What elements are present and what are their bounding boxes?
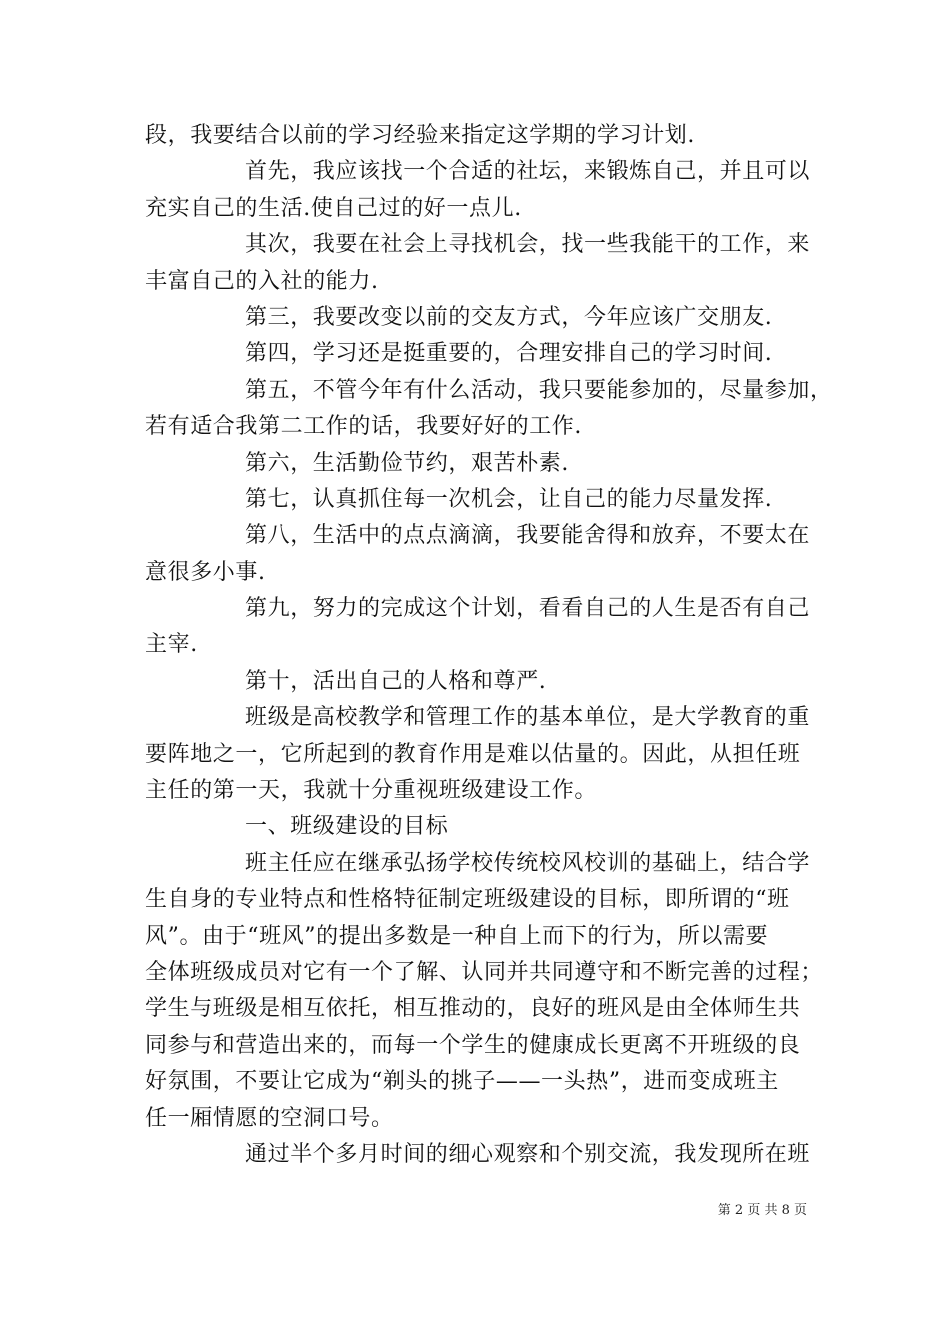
text-line: 风”。由于“班风”的提出多数是一种自上而下的行为，所以需要 bbox=[145, 923, 769, 949]
text-line: 第十，活出自己的人格和尊严. bbox=[245, 668, 547, 694]
page-number: 第 2 页 共 8 页 bbox=[717, 1203, 807, 1218]
document-body bbox=[145, 118, 833, 1173]
text-line: 第八，生活中的点点滴滴，我要能舍得和放弃，不要太在 bbox=[245, 523, 811, 549]
text-line: 生自身的专业特点和性格特征制定班级建设的目标，即所谓的“班 bbox=[145, 887, 790, 913]
text-line: 通过半个多月时间的细心观察和个别交流，我发现所在班 bbox=[245, 1141, 811, 1167]
text-line: 任一厢情愿的空洞口号。 bbox=[145, 1105, 394, 1131]
text-line: 好氛围，不要让它成为“剃头的挑子——一头热”，进而变成班主 bbox=[145, 1069, 779, 1095]
text-line: 第四，学习还是挺重要的，合理安排自己的学习时间. bbox=[245, 341, 773, 367]
text-line: 班主任应在继承弘扬学校传统校风校训的基础上，结合学 bbox=[245, 850, 811, 876]
text-line: 充实自己的生活.使自己过的好一点儿. bbox=[145, 195, 522, 221]
text-line: 主宰. bbox=[145, 632, 198, 658]
text-line: 全体班级成员对它有一个了解、认同并共同遵守和不断完善的过程； bbox=[145, 959, 824, 985]
text-line: 学生与班级是相互依托，相互推动的，良好的班风是由全体师生共 bbox=[145, 996, 801, 1022]
text-line: 要阵地之一，它所起到的教育作用是难以估量的。因此，从担任班 bbox=[145, 741, 801, 767]
text-line: 其次，我要在社会上寻找机会，找一些我能干的工作，来 bbox=[245, 232, 811, 258]
text-line: 段，我要结合以前的学习经验来指定这学期的学习计划. bbox=[145, 123, 695, 148]
text-line: 首先，我应该找一个合适的社坛，来锻炼自己，并且可以 bbox=[245, 159, 811, 185]
text-line: 丰富自己的入社的能力. bbox=[145, 268, 379, 294]
text-line: 同参与和营造出来的，而每一个学生的健康成长更离不开班级的良 bbox=[145, 1032, 801, 1058]
text-line: 意很多小事. bbox=[145, 559, 266, 585]
text-line: 第三，我要改变以前的交友方式，今年应该广交朋友. bbox=[245, 304, 773, 330]
text-line: 第七，认真抓住每一次机会，让自己的能力尽量发挥. bbox=[245, 486, 773, 512]
text-line: 班级是高校教学和管理工作的基本单位，是大学教育的重 bbox=[245, 705, 811, 731]
text-line: 第六，生活勤俭节约，艰苦朴素. bbox=[245, 450, 569, 476]
text-line: 若有适合我第二工作的话，我要好好的工作. bbox=[145, 414, 582, 440]
text-line: 主任的第一天，我就十分重视班级建设工作。 bbox=[145, 778, 598, 804]
text-line: 第五，不管今年有什么活动，我只要能参加的，尽量参加， bbox=[245, 377, 833, 403]
text-line: 第九，努力的完成这个计划，看看自己的人生是否有自己 bbox=[245, 596, 811, 622]
section-heading: 一、班级建设的目标 bbox=[245, 814, 449, 840]
